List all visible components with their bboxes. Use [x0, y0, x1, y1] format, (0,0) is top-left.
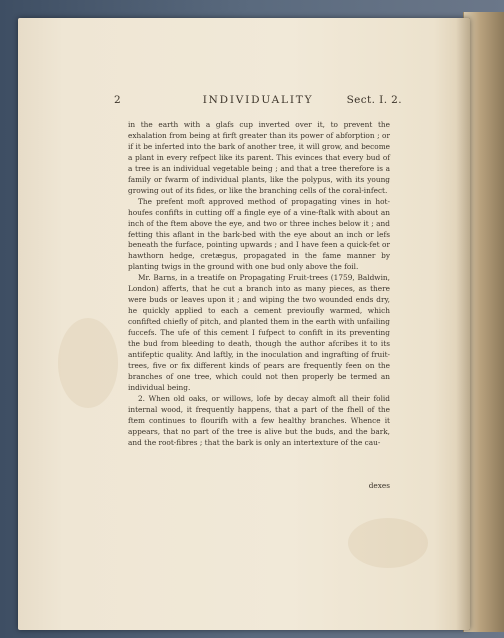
paper-stain — [348, 518, 428, 568]
catchword: dexes — [368, 481, 390, 490]
paragraph: in the earth with a glafs cup inverted over it, to prevent the exhalation from being at firft greater than its power of abforption ; or if it be inferted into the bark of another tree, it will grow, and become a plant in every refpect like its parent. This evinces that every bud of a tree is an individual vegetable being ; and that a tree therefore is a family or fwarm of individual plants, like the polypus, with its young growing out of its fides, or like the branching cells of the coral-infect. — [128, 120, 390, 195]
paragraph: Mr. Barns, in a treatife on Propagating Fruit-trees (1759, Baldwin, London) afferts, that he cut a branch into as many pieces, as there were buds or leaves upon it ; and wiping the two wounded ends dry, he quickly applied to each a cement previoufly warmed, which confifted chiefly of pitch, and planted them in the earth with unfailing fuccefs. The ufe of this cement I fufpect to confift in its preventing the bud from bleeding to death, though the author afcribes it to its antifeptic quality. And laftly, in the inoculation and ingrafting of fruit-trees, five or fix different kinds of pears are frequently feen on the branches of one tree, which could not then properly be termed an individual being. — [128, 273, 390, 392]
running-header — [114, 94, 402, 108]
running-head-title: INDIVIDUALITY — [202, 94, 314, 106]
page-body — [128, 120, 390, 449]
page-gutter-shadow — [456, 18, 470, 630]
page-number: 2 — [114, 94, 121, 106]
paragraph: 2. When old oaks, or willows, lofe by decay almoft all their folid internal wood, it frequently happens, that a part of the fhell of the ftem continues to flourifh with a few healthy branches. Whence it appears, that no part of the tree is alive but the buds, and the bark, and the root-fibres ; that the bark is only an intertexture of the cau- — [128, 393, 390, 447]
section-reference: Sect. I. 2. — [346, 94, 402, 106]
paper-stain — [58, 318, 118, 408]
paragraph: The prefent moft approved method of propagating vines in hot-houfes confifts in cutting off a fingle eye of a vine-ftalk with about an inch of the ftem above the eye, and two or three inches below it ; and fetting this aflant in the bark-bed with the eye about an inch or lefs beneath the furface, pointing upwards ; and I have feen a quick-fet or hawthorn hedge, cretægus, propagated in the fame manner by planting twigs in the ground with one bud only above the foil. — [128, 196, 390, 272]
